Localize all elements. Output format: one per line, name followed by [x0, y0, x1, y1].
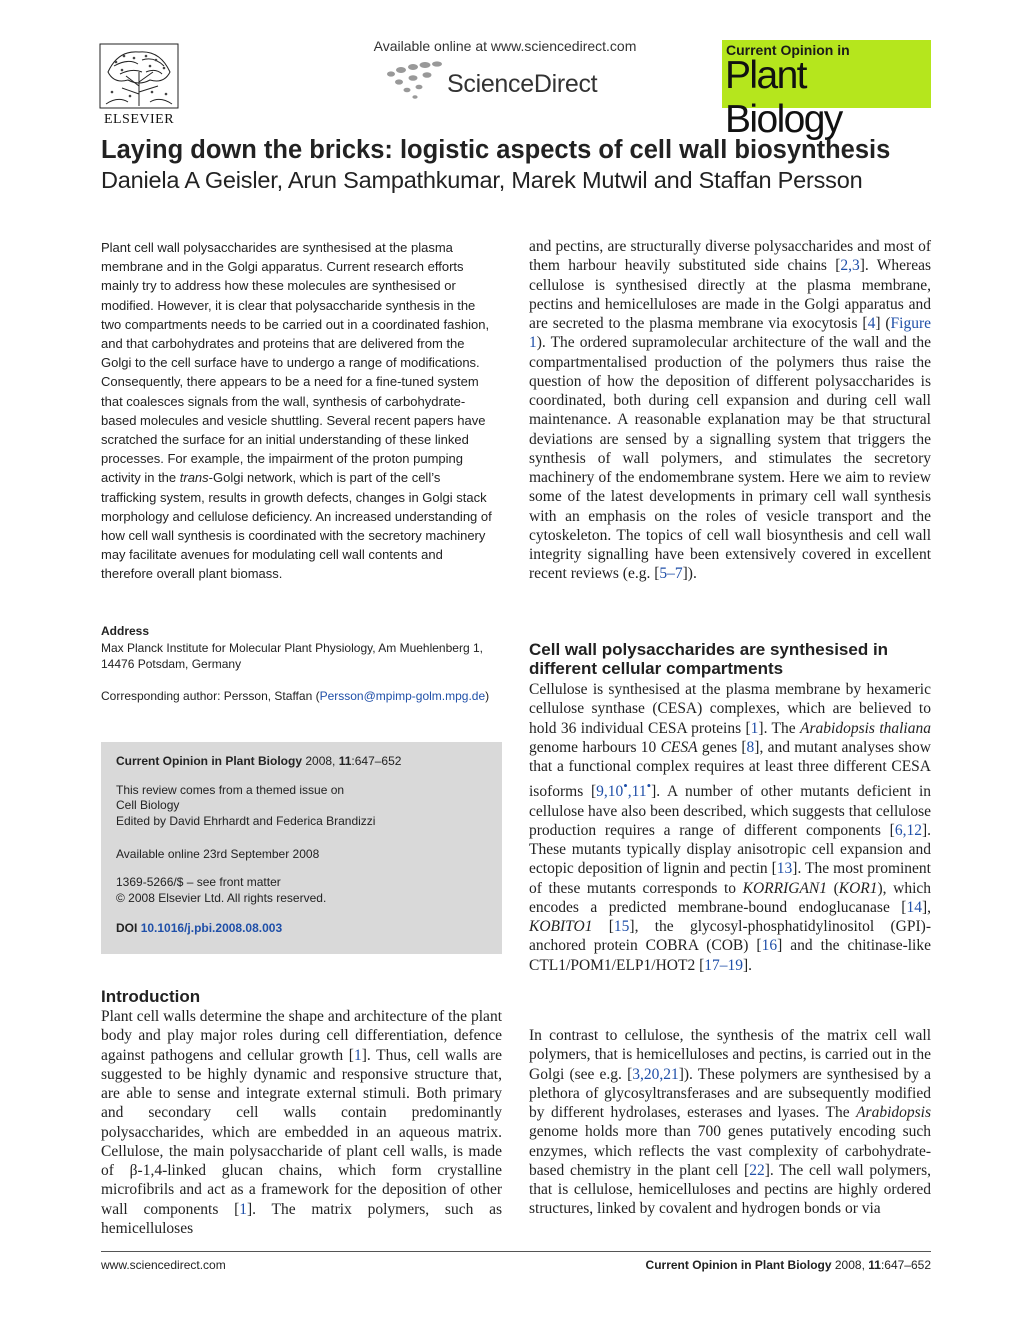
section-2-paragraph-1: Cellulose is synthesised at the plasma membrane by hexameric cellulose synthase (CESA) complexes, which are believed to hold 36 individual CESA proteins [1]. The Arabidopsis thaliana genome harbours 10 CESA genes [8], and mutant analyses show that a functional complex requires at least three different CESA isoforms [9,10•,11•]. A number of other mutants deficient in cellulose have also been described, which suggests that cellulose production requires a range of different components [6,12]. These mutants typically display anisotropic cell expansion and ectopic deposition of lignin and pectin [13]. The most prominent of these mutants corresponds to KORRIGAN1 (KOR1), which encodes a predicted membrane-bound endoglucanase [14], KOBITO1 [15], the glycosyl-phosphatidylinositol (GPI)-anchored protein COBRA (COB) [16] and the chitinase-like CTL1/POM1/ELP1/HOT2 [17–19].: [529, 681, 932, 974]
ref-link[interactable]: 15: [613, 918, 630, 936]
footer-citation: [600, 1258, 931, 1272]
info-doi: [116, 920, 282, 936]
info-citation: [116, 753, 401, 769]
ref-link[interactable]: 3,20,21: [632, 1065, 679, 1083]
info-theme: Cell Biology: [116, 798, 180, 812]
section-2-paragraph-2: In contrast to cellulose, the synthesis of the matrix cell wall polymers, that is hemicelluloses and pectins, is carried out in the Golgi (see e.g. [3,20,21]). These polymers are synthesised by a plethora of glycosyltransferases and are subsequently modified by different hydrolases, esterases and lyases. The Arabidopsis genome holds more than 700 genes putatively encoding such enzymes, which reflects the vast complexity of carbohydrate-based chemistry in the plant cell [22]. The cell wall polymers, that is cellulose, hemicelluloses and pectins are highly ordered structures, linked by covalent and hydrogen bonds or via: [529, 1027, 931, 1218]
ref-link[interactable]: 14: [906, 898, 922, 916]
info-year: 2008,: [305, 754, 336, 768]
corresponding-suffix: ): [485, 689, 490, 703]
corresponding-email-link[interactable]: Persson@mpimp-golm.mpg.de: [319, 689, 486, 703]
corresponding-prefix: Corresponding author: Persson, Staffan (: [101, 689, 320, 703]
introduction-heading: Introduction: [101, 987, 201, 1006]
journal-logo: [722, 40, 931, 141]
publisher-name: ELSEVIER: [103, 112, 175, 127]
address-heading: Address: [101, 624, 150, 638]
address-text: Max Planck Institute for Molecular Plant Physiology, Am Muehlenberg 1, 14476 Potsdam, Germany: [101, 641, 483, 671]
abstract-text: Plant cell wall polysaccharides are synthesised at the plasma membrane and in the Golgi apparatus. Current research efforts mainly try to address how these molecules are synthesised or modified. However, it is clear that polysaccharide synthesis in the two compartments needs to be carried out in a coordinated fashion, and that carbohydrates and proteins that are delivered from the Golgi to the cell surface have to undergo a range of modifications. Consequently, there appears to be a need for a fine-tuned system that coalesces signals from the wall, synthesis of carbohydrate-based molecules and vesicle shuttling. Several recent papers have scratched the surface for an initial understanding of these linked processes. For example, the impairment of the proton pumping activity in the: [101, 240, 490, 486]
footer-divider: [101, 1251, 931, 1252]
sciencedirect-wordmark: ScienceDirect: [447, 70, 598, 98]
info-available: Available online 23rd September 2008: [116, 847, 320, 861]
ref-link[interactable]: 1: [353, 1046, 362, 1064]
footer-pages: :647–652: [880, 1258, 931, 1272]
info-journal: Current Opinion in Plant Biology: [116, 754, 302, 768]
section-2-heading: Cell wall polysaccharides are synthesised in different cellular compartments: [529, 640, 889, 678]
info-pages: :647–652: [351, 754, 402, 768]
ref-link[interactable]: 6,12: [894, 821, 922, 839]
info-theme-line: This review comes from a themed issue on: [116, 783, 345, 797]
right-column-paragraph-1: and pectins, are structurally diverse polysaccharides and most of them harbour heavily substituted side chains [2,3]. Whereas cellulose is synthesised directly at the plasma membrane, pectins and hemicelluloses are made in the Golgi apparatus and are secreted to the plasma membrane via exocytosis [4] (Figure 1). The ordered supramolecular architecture of the wall and the compartmentalised production of the polymers thus raise the question of how the deposition of different polysaccharides is coordinated, both during cell expansion and during cell wall maintenance. A reasonable explanation may be that structural deviations are sensed by a signalling system that triggers the synthesis of wall polymers, and stimulates the secretory machinery of the endomembrane system. Here we aim to review some of the latest developments in primary cell wall synthesis with an emphasis on the roles of vesicle transport and the cytoskeleton. The topics of cell wall biosynthesis and cell wall integrity signalling have been extensively covered in excellent recent reviews (e.g. [5–7]).: [529, 238, 931, 583]
info-issn: 1369-5266/$ – see front matter: [116, 875, 281, 889]
ref-link[interactable]: 9,10•,11•: [596, 778, 652, 801]
ref-link[interactable]: 13: [776, 860, 793, 878]
footer-website-link[interactable]: www.sciencedirect.com: [101, 1258, 226, 1272]
available-online-link[interactable]: Available online at www.sciencedirect.com: [373, 38, 637, 54]
info-doi-link[interactable]: 10.1016/j.pbi.2008.08.003: [140, 921, 283, 935]
footer-volume: 11: [868, 1258, 881, 1272]
ref-link[interactable]: 1: [239, 1200, 248, 1218]
article-title: Laying down the bricks: logistic aspects of cell wall biosynthesis: [101, 136, 891, 164]
ref-link[interactable]: 5–7: [659, 565, 683, 583]
abstract: [101, 238, 493, 584]
footer-journal: Current Opinion in Plant Biology: [645, 1258, 832, 1272]
elsevier-logo: [98, 42, 180, 128]
sciencedirect-dots-icon: [385, 60, 445, 100]
ref-link[interactable]: 2,3: [840, 257, 860, 275]
sciencedirect-logo[interactable]: [385, 58, 645, 106]
introduction-text: Plant cell walls determine the shape and architecture of the plant body and play major roles during cell differentiation, defence against pathogens and cellular growth [1]. Thus, cell walls are suggested to be highly dynamic and responsive structure that, are able to sense and integrate external stimuli. Both primary and secondary cell walls contain predominantly polysaccharides, which are embedded in an aqueous matrix. Cellulose, the main polysaccharide of plant cell walls, is made of β-1,4-linked glucan chains, which form crystalline microfibrils and act as a framework for the deposition of other wall components [1]. The matrix polymers, such as hemicelluloses: [101, 1008, 502, 1237]
info-doi-label: DOI: [116, 921, 138, 935]
ref-link[interactable]: 1: [750, 719, 759, 737]
ref-link[interactable]: 17–19: [704, 956, 743, 974]
info-editors: Edited by David Ehrhardt and Federica Brandizzi: [116, 814, 376, 828]
corresponding-author: [101, 688, 496, 704]
journal-logo-main: Plant Biology: [725, 54, 842, 141]
ref-link[interactable]: 22: [749, 1161, 765, 1179]
article-authors: Daniela A Geisler, Arun Sampathkumar, Marek Mutwil and Staffan Persson: [101, 167, 863, 193]
journal-logo-top: Current Opinion in: [726, 42, 850, 58]
ref-link[interactable]: 4: [867, 315, 876, 332]
elsevier-tree-icon: [98, 42, 180, 110]
figure-link[interactable]: Figure 1: [529, 315, 931, 352]
info-copyright: © 2008 Elsevier Ltd. All rights reserved.: [116, 891, 327, 905]
ref-link[interactable]: 8: [746, 738, 755, 756]
article-info-box: [101, 742, 502, 954]
ref-link[interactable]: 16: [761, 937, 778, 955]
abstract-italic: trans: [179, 470, 209, 486]
footer-year: 2008,: [834, 1258, 865, 1272]
info-volume: 11: [338, 754, 352, 768]
abstract-text-end: -Golgi network, which is part of the cell’s trafficking system, results in growth defects, changes in Golgi stack morphology and cellulose deficiency. An increased understanding of how cell wall synthesis is coordinated with the secretory machinery may facilitate avenues for modulating cell wall contents and therefore overall plant biomass.: [101, 470, 492, 582]
